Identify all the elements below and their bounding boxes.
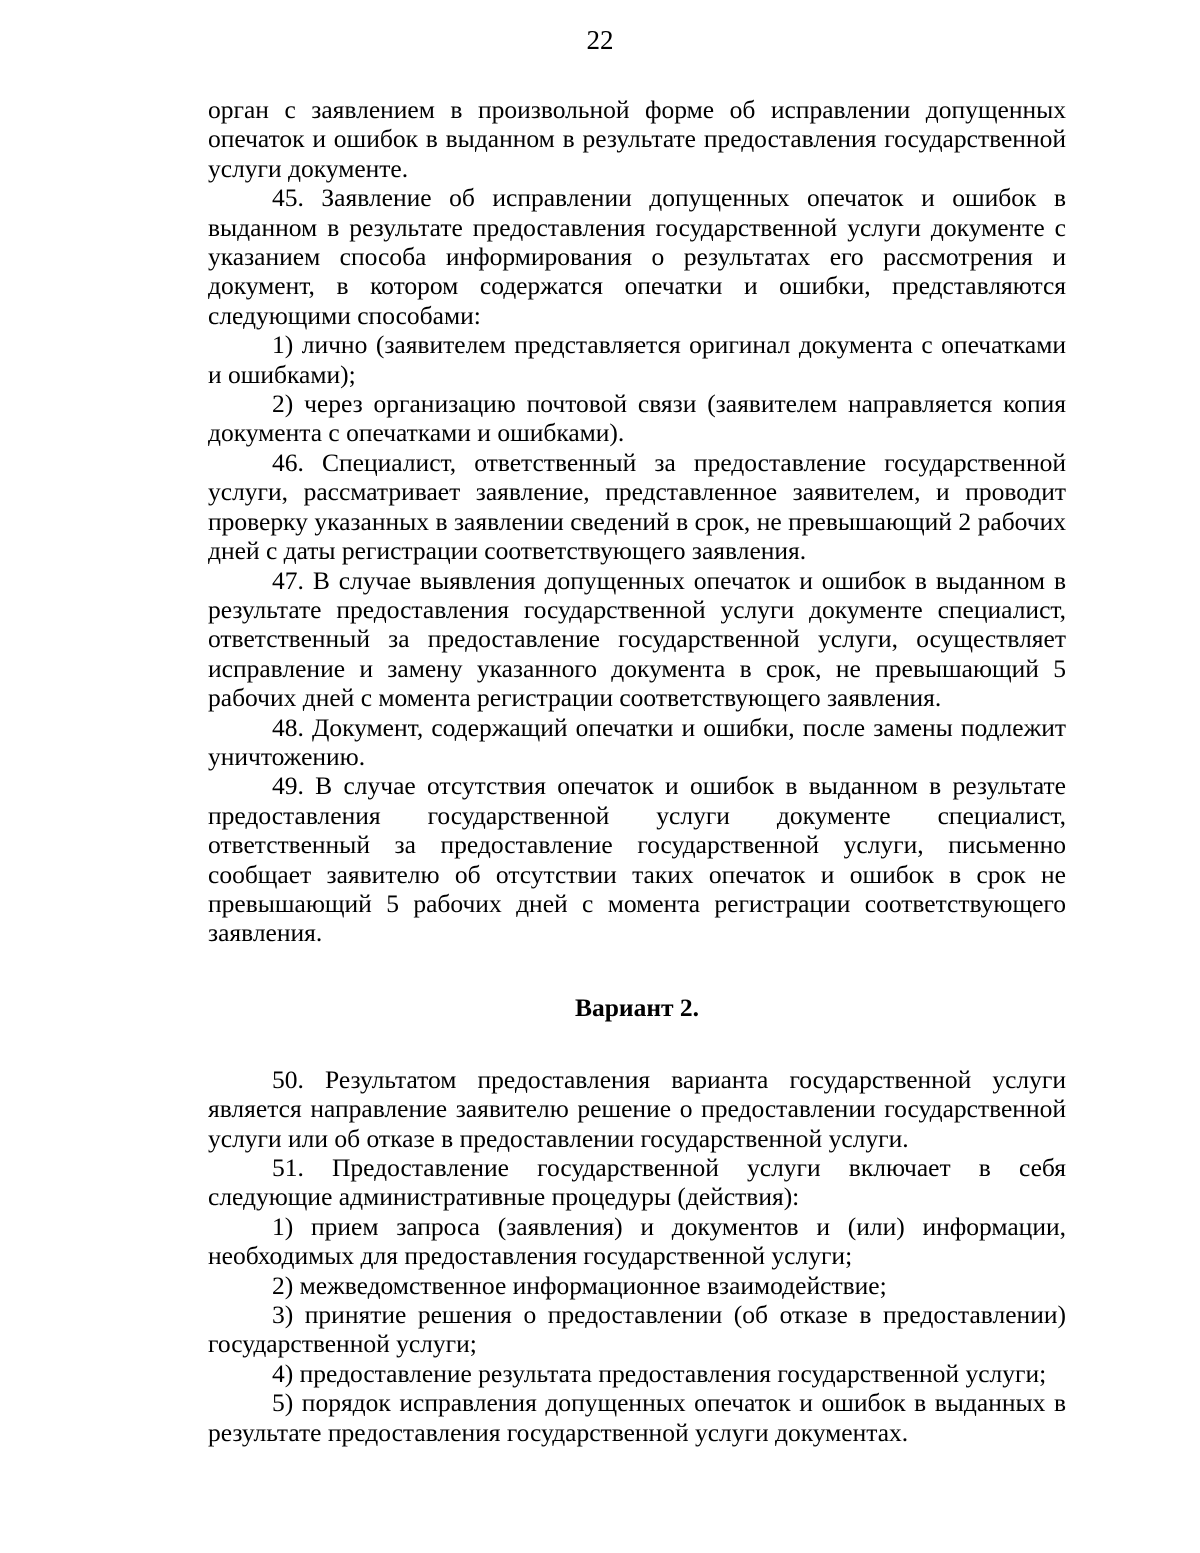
paragraph-49: 49. В случае отсутствия опечаток и ошибок в выданном в результате предоставления государственной услуги документе специалист, ответственный за предоставление государственной услуги, письменно сообщает заявителю об отсутствии таких опечаток и ошибок в срок не превышающий 5 рабочих дней с момента регистрации соответствующего заявления. bbox=[208, 771, 1066, 948]
paragraph-45: 45. Заявление об исправлении допущенных опечаток и ошибок в выданном в результате предоставления государственной услуги документе с указанием способа информирования о результатах его рассмотрения и документ, в котором содержатся опечатки и ошибки, представляются следующими способами: bbox=[208, 183, 1066, 330]
paragraph-46: 46. Специалист, ответственный за предоставление государственной услуги, рассматривает заявление, представленное заявителем, и проводит проверку указанных в заявлении сведений в срок, не превышающий 2 рабочих дней с даты регистрации соответствующего заявления. bbox=[208, 447, 1066, 566]
document-body bbox=[208, 95, 1066, 1447]
paragraph-51: 51. Предоставление государственной услуги включает в себя следующие административные процедуры (действия): bbox=[208, 1153, 1066, 1212]
paragraph-48: 48. Документ, содержащий опечатки и ошибки, после замены подлежит уничтожению. bbox=[208, 712, 1066, 771]
list-item-51-3: 3) принятие решения о предоставлении (об отказе в предоставлении) государственной услуги; bbox=[208, 1300, 1066, 1359]
paragraph-50: 50. Результатом предоставления варианта государственной услуги является направление заявителю решение о предоставлении государственной услуги или об отказе в предоставлении государственной услуги. bbox=[208, 1064, 1066, 1153]
list-item-51-5: 5) порядок исправления допущенных опечаток и ошибок в выданных в результате предоставления государственной услуги документах. bbox=[208, 1388, 1066, 1447]
list-item-51-1: 1) прием запроса (заявления) и документов и (или) информации, необходимых для предоставления государственной услуги; bbox=[208, 1211, 1066, 1271]
page-number: 22 bbox=[586, 25, 614, 55]
paragraph-47: 47. В случае выявления допущенных опечаток и ошибок в выданном в результате предоставления государственной услуги документе специалист, ответственный за предоставление государственной услуги, осуществляет исправление и замену указанного документа в срок, не превышающий 5 рабочих дней с момента регистрации соответствующего заявления. bbox=[208, 565, 1066, 713]
list-item-45-2: 2) через организацию почтовой связи (заявителем направляется копия документа с опечатками и ошибками). bbox=[208, 389, 1066, 448]
list-item-51-4: 4) предоставление результата предоставления государственной услуги; bbox=[272, 1358, 1047, 1388]
list-item-51-2: 2) межведомственное информационное взаимодействие; bbox=[272, 1270, 887, 1300]
paragraph-continuation: орган с заявлением в произвольной форме об исправлении допущенных опечаток и ошибок в выданном в результате предоставления государственной услуги документе. bbox=[208, 95, 1066, 183]
list-item-45-1: 1) лично (заявителем представляется оригинал документа с опечатками и ошибками); bbox=[208, 330, 1066, 389]
section-title: Вариант 2. bbox=[574, 992, 700, 1022]
